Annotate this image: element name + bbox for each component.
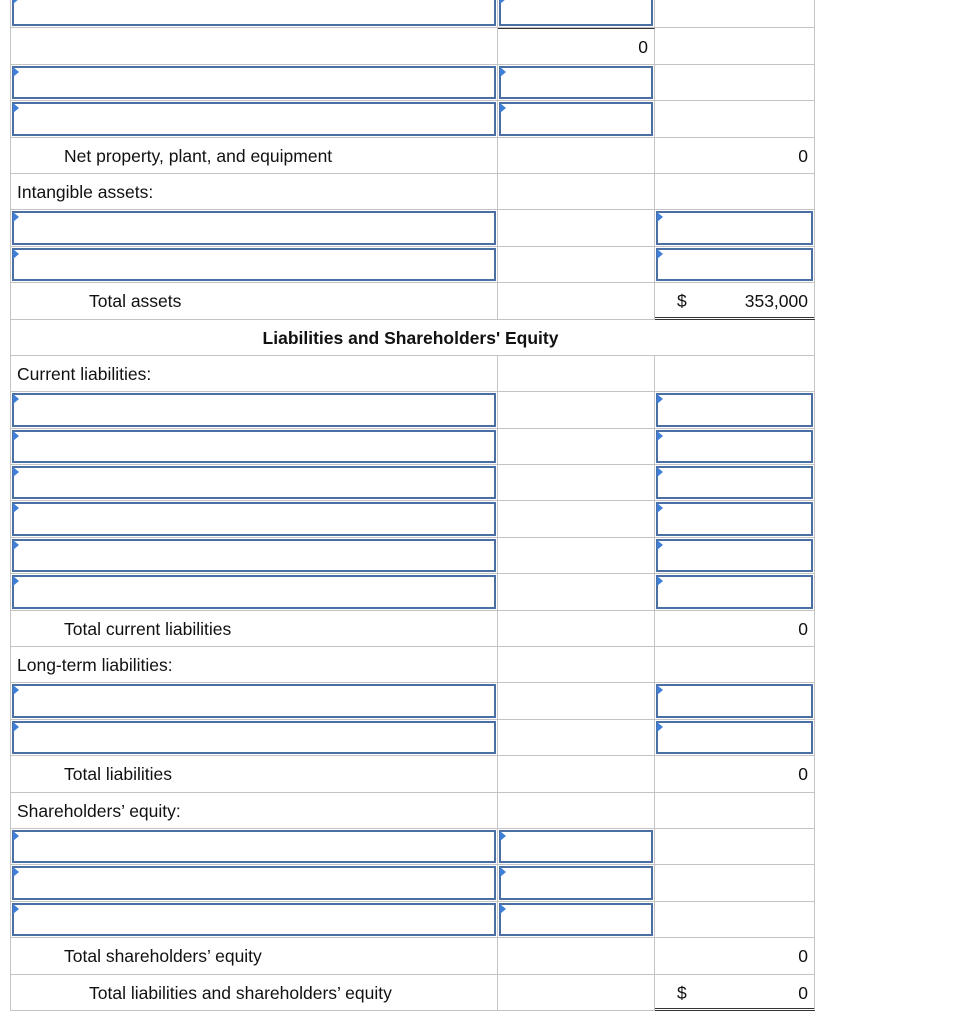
total-assets-value: 353,000 — [744, 291, 808, 312]
table-row — [10, 174, 815, 210]
input-marker-icon — [13, 467, 19, 477]
input-marker-icon — [13, 249, 19, 259]
table-row — [10, 902, 815, 938]
input-marker-icon — [500, 867, 506, 877]
input-marker-icon — [13, 685, 19, 695]
table-row — [10, 0, 815, 28]
intangible-assets-label: Intangible assets: — [17, 181, 154, 202]
account-name-input[interactable] — [12, 502, 496, 535]
currency-symbol: $ — [677, 982, 687, 1003]
account-name-input[interactable] — [12, 466, 496, 499]
account-name-input[interactable] — [12, 866, 496, 899]
subtotal-value: 0 — [638, 37, 648, 58]
table-row — [10, 574, 815, 610]
long-term-liabilities-label: Long-term liabilities: — [17, 655, 173, 676]
amount-input[interactable] — [656, 539, 813, 572]
input-marker-icon — [13, 67, 19, 77]
table-row — [10, 320, 815, 356]
account-name-input[interactable] — [12, 539, 496, 572]
amount-input[interactable] — [656, 430, 813, 463]
amount-input[interactable] — [656, 684, 813, 717]
input-marker-icon — [13, 103, 19, 113]
input-marker-icon — [13, 867, 19, 877]
table-row — [10, 138, 815, 174]
input-marker-icon — [500, 831, 506, 841]
input-marker-icon — [500, 904, 506, 914]
input-marker-icon — [500, 67, 506, 77]
account-name-input[interactable] — [12, 0, 496, 26]
table-row — [10, 756, 815, 792]
table-row — [10, 28, 815, 64]
amount-input[interactable] — [656, 466, 813, 499]
currency-symbol: $ — [677, 291, 687, 312]
table-row — [10, 720, 815, 756]
amount-input[interactable] — [499, 0, 653, 26]
amount-input[interactable] — [499, 903, 653, 936]
input-marker-icon — [13, 904, 19, 914]
input-marker-icon — [657, 540, 663, 550]
input-marker-icon — [657, 503, 663, 513]
amount-input[interactable] — [656, 211, 813, 244]
amount-input[interactable] — [499, 102, 653, 135]
total-current-liabilities-label: Total current liabilities — [64, 618, 232, 639]
input-marker-icon — [657, 467, 663, 477]
table-row — [10, 683, 815, 719]
input-marker-icon — [657, 576, 663, 586]
account-name-input[interactable] — [12, 903, 496, 936]
table-row — [10, 538, 815, 574]
input-marker-icon — [657, 394, 663, 404]
amount-input[interactable] — [499, 866, 653, 899]
account-name-input[interactable] — [12, 721, 496, 754]
account-name-input[interactable] — [12, 830, 496, 863]
input-marker-icon — [13, 831, 19, 841]
amount-input[interactable] — [499, 66, 653, 99]
input-marker-icon — [657, 685, 663, 695]
amount-input[interactable] — [656, 575, 813, 608]
table-row — [10, 101, 815, 137]
amount-input[interactable] — [656, 502, 813, 535]
total-liabilities-label: Total liabilities — [64, 764, 172, 785]
account-name-input[interactable] — [12, 430, 496, 463]
total-liabilities-equity-label: Total liabilities and shareholders’ equity — [89, 982, 392, 1003]
table-row — [10, 975, 815, 1011]
total-shareholders-equity-label: Total shareholders’ equity — [64, 946, 262, 967]
account-name-input[interactable] — [12, 684, 496, 717]
total-current-liabilities-value: 0 — [798, 618, 808, 639]
table-row — [10, 210, 815, 246]
input-marker-icon — [500, 0, 506, 4]
input-marker-icon — [13, 576, 19, 586]
input-marker-icon — [657, 249, 663, 259]
account-name-input[interactable] — [12, 211, 496, 244]
account-name-input[interactable] — [12, 575, 496, 608]
shareholders-equity-label: Shareholders’ equity: — [17, 800, 181, 821]
account-name-input[interactable] — [12, 66, 496, 99]
section-header: Liabilities and Shareholders' Equity — [262, 327, 559, 348]
input-marker-icon — [13, 212, 19, 222]
table-row — [10, 611, 815, 647]
input-marker-icon — [657, 212, 663, 222]
current-liabilities-label: Current liabilities: — [17, 363, 152, 384]
input-marker-icon — [13, 722, 19, 732]
input-marker-icon — [13, 394, 19, 404]
table-row — [10, 392, 815, 428]
table-row — [10, 647, 815, 683]
input-marker-icon — [500, 103, 506, 113]
total-shareholders-equity-value: 0 — [798, 946, 808, 967]
amount-input[interactable] — [656, 721, 813, 754]
amount-input[interactable] — [656, 393, 813, 426]
amount-input[interactable] — [656, 248, 813, 281]
table-row — [10, 501, 815, 537]
input-marker-icon — [13, 431, 19, 441]
account-name-input[interactable] — [12, 248, 496, 281]
input-marker-icon — [657, 431, 663, 441]
input-marker-icon — [657, 722, 663, 732]
input-marker-icon — [13, 540, 19, 550]
account-name-input[interactable] — [12, 393, 496, 426]
total-liabilities-equity-value: 0 — [798, 982, 808, 1003]
amount-input[interactable] — [499, 830, 653, 863]
table-row — [10, 829, 815, 865]
net-ppe-value: 0 — [798, 145, 808, 166]
input-marker-icon — [13, 0, 19, 4]
table-row — [10, 793, 815, 829]
table-row — [10, 356, 815, 392]
net-ppe-label: Net property, plant, and equipment — [64, 145, 333, 166]
balance-sheet — [10, 0, 815, 1011]
total-liabilities-value: 0 — [798, 764, 808, 785]
input-marker-icon — [13, 503, 19, 513]
table-row — [10, 465, 815, 501]
table-row — [10, 65, 815, 101]
account-name-input[interactable] — [12, 102, 496, 135]
table-row — [10, 865, 815, 901]
table-row — [10, 283, 815, 319]
table-row — [10, 429, 815, 465]
total-assets-label: Total assets — [89, 291, 182, 312]
table-row — [10, 938, 815, 974]
table-row — [10, 247, 815, 283]
